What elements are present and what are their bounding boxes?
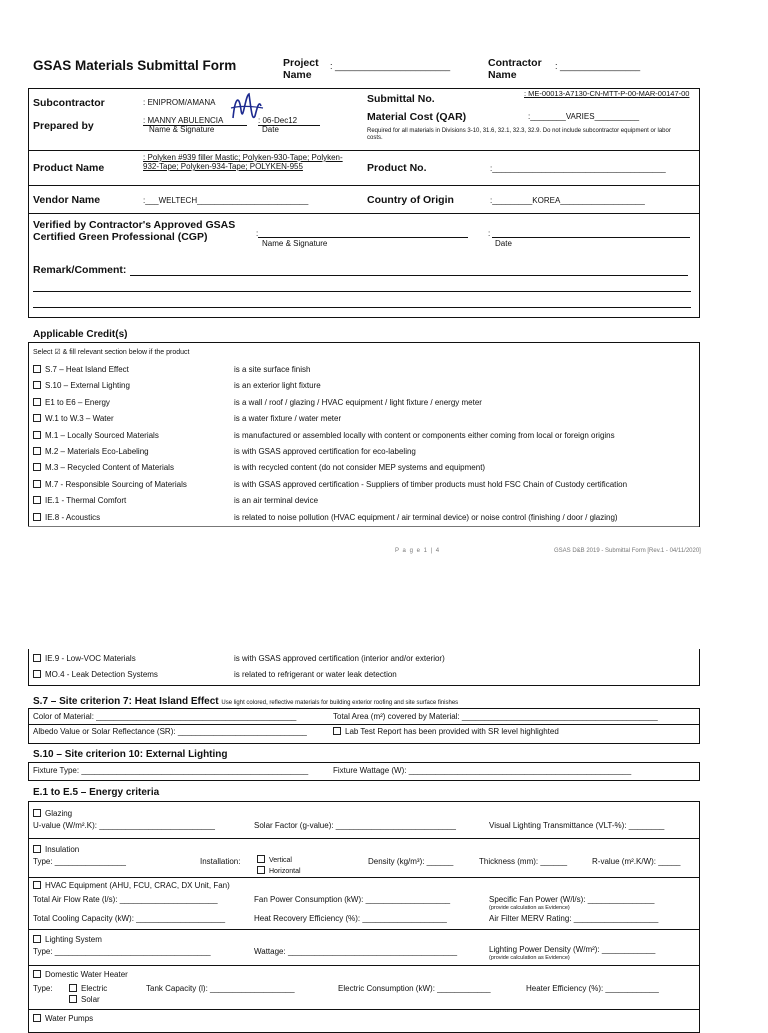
lighting-option[interactable] <box>33 935 102 944</box>
divider <box>28 877 699 878</box>
merv-field[interactable]: Air Filter MERV Rating: ___________________ <box>489 914 659 923</box>
checkbox-icon[interactable] <box>257 855 265 863</box>
solar-factor-field[interactable]: Solar Factor (g-value): ___________________________ <box>254 821 456 830</box>
subcontractor-label: Subcontractor <box>33 97 105 109</box>
checkbox-icon[interactable] <box>33 1014 41 1022</box>
product-name-field[interactable]: : Polyken #939 filler Mastic; Polyken-930-Tape; Polyken-932-Tape; Polyken-934-Tape; POLYKEN-955 <box>143 153 343 171</box>
credit-option[interactable] <box>33 431 159 440</box>
colon: : <box>256 229 259 238</box>
s7-title <box>33 696 458 707</box>
checkbox-icon[interactable] <box>33 414 41 422</box>
electric-label: Electric <box>81 984 108 993</box>
contractor-label-line1: Contractor <box>488 57 542 69</box>
solar-option[interactable] <box>69 995 100 1004</box>
horizontal-option[interactable] <box>257 866 301 875</box>
credit-code: M.1 – Locally Sourced Materials <box>45 430 159 440</box>
credit-description: is with GSAS approved certification - Suppliers of timber products must hold FSC Chain of Custody certification <box>234 479 628 489</box>
s7-title-text: S.7 – Site criterion 7: Heat Island Effect <box>33 696 219 707</box>
vertical-option[interactable] <box>257 855 292 864</box>
product-no-label: Product No. <box>367 162 427 174</box>
page-number: P a g e 1 | 4 <box>395 548 441 554</box>
credit-code: S.10 – External Lighting <box>45 381 130 391</box>
checkbox-icon[interactable] <box>33 398 41 406</box>
checkbox-icon[interactable] <box>33 970 41 978</box>
material-cost-field[interactable]: :________VARIES__________ <box>528 112 640 121</box>
divider <box>28 526 699 527</box>
submittal-no-label: Submittal No. <box>367 93 435 105</box>
credit-code: W.1 to W.3 – Water <box>45 414 114 424</box>
remark-line[interactable] <box>130 275 688 276</box>
remark-line[interactable] <box>33 307 691 308</box>
checkbox-icon[interactable] <box>33 513 41 521</box>
project-name-field[interactable]: : _______________________ <box>330 61 451 71</box>
credit-description: is a water fixture / water meter <box>234 414 342 424</box>
credit-option[interactable] <box>33 496 126 505</box>
s7-area-field[interactable]: Total Area (m²) covered by Material: ____________________________________________ <box>333 712 658 721</box>
checkbox-icon[interactable] <box>33 365 41 373</box>
divider <box>28 838 699 839</box>
hvac-option[interactable] <box>33 881 230 890</box>
checkbox-icon[interactable] <box>33 496 41 504</box>
u-value-field[interactable]: U-value (W/m².K): __________________________ <box>33 821 215 830</box>
checkbox-icon[interactable] <box>33 431 41 439</box>
cgp-signature-caption: Name & Signature <box>262 239 328 248</box>
credit-description: is related to refrigerant or water leak detection <box>234 670 397 679</box>
checkbox-icon[interactable] <box>33 670 41 678</box>
lighting-type-field[interactable]: Type: ___________________________________ <box>33 947 211 956</box>
cgp-date-caption: Date <box>495 239 512 248</box>
credit-option[interactable] <box>33 513 100 522</box>
water-pumps-option[interactable] <box>33 1014 93 1023</box>
checkbox-icon[interactable] <box>333 727 341 735</box>
checkbox-icon[interactable] <box>33 381 41 389</box>
checkbox-icon[interactable] <box>33 881 41 889</box>
credit-option[interactable] <box>33 365 129 374</box>
divider <box>28 150 699 151</box>
signature-mark <box>225 88 267 130</box>
s10-title: S.10 – Site criterion 10: External Lighting <box>33 749 228 760</box>
credit-option[interactable] <box>33 670 158 679</box>
vertical-label: Vertical <box>269 857 292 864</box>
divider <box>28 1009 699 1010</box>
cgp-date-line[interactable] <box>492 237 690 238</box>
dwh-label: Domestic Water Heater <box>45 970 128 979</box>
glazing-option[interactable] <box>33 809 72 818</box>
footer-doc-ref: GSAS D&B 2019 - Submittal Form [Rev.1 - 04/11/2020] <box>554 548 701 554</box>
credit-description: is a wall / roof / glazing / HVAC equipment / light fixture / energy meter <box>234 397 482 407</box>
lighting-label: Lighting System <box>45 935 102 944</box>
thickness-field[interactable]: Thickness (mm): ______ <box>479 857 568 866</box>
checkbox-icon[interactable] <box>33 480 41 488</box>
divider <box>28 185 699 186</box>
submittal-no-field[interactable]: : ME-00013-A7130-CN-MTT-P-00-MAR-00147-00 <box>524 89 690 98</box>
remark-line[interactable] <box>33 291 691 292</box>
electric-option[interactable] <box>69 984 107 993</box>
water-pumps-label: Water Pumps <box>45 1014 94 1023</box>
air-flow-field[interactable]: Total Air Flow Rate (l/s): ______________________ <box>33 895 218 904</box>
divider <box>28 965 699 966</box>
s7-lab-report[interactable] <box>333 727 559 736</box>
credit-option[interactable] <box>33 414 114 423</box>
checkbox-icon[interactable] <box>33 935 41 943</box>
installation-label: Installation: <box>200 857 241 866</box>
prepared-by-label: Prepared by <box>33 120 94 132</box>
applicable-credits-title: Applicable Credit(s) <box>33 329 128 340</box>
tank-capacity-field[interactable]: Tank Capacity (l): ___________________ <box>146 984 295 993</box>
energy-title: E.1 to E.5 – Energy criteria <box>33 787 160 798</box>
credit-code: IE.1 - Thermal Comfort <box>45 496 127 506</box>
credit-code: M.3 – Recycled Content of Materials <box>45 463 174 473</box>
checkbox-icon[interactable] <box>33 447 41 455</box>
material-cost-note: Required for all materials in Divisions 3-10, 31.6, 32.1, 32.3, 32.9. Do not include subcontractor equipment or labor costs. <box>367 128 671 141</box>
divider <box>28 213 699 214</box>
s7-albedo-field[interactable]: Albedo Value or Solar Reflectance (SR): _____________________________ <box>33 727 307 736</box>
credit-description: is a site surface finish <box>234 365 311 374</box>
checkbox-icon[interactable] <box>33 463 41 471</box>
s7-color-field[interactable]: Color of Material: _____________________________________________ <box>33 712 297 721</box>
material-cost-label: Material Cost (QAR) <box>367 111 467 123</box>
credit-option[interactable] <box>33 654 136 663</box>
project-label <box>283 57 319 81</box>
product-name-label: Product Name <box>33 162 105 174</box>
checkbox-icon[interactable] <box>33 809 41 817</box>
verified-line-2: Certified Green Professional (CGP) <box>33 231 208 243</box>
checkbox-icon[interactable] <box>33 654 41 662</box>
credit-description: is with GSAS approved certification (interior and/or exterior) <box>234 654 445 663</box>
credit-option[interactable] <box>33 463 174 472</box>
vlt-field[interactable]: Visual Lighting Transmittance (VLT-%): ________ <box>489 821 665 830</box>
cooling-capacity-field[interactable]: Total Cooling Capacity (kW): ____________________ <box>33 914 226 923</box>
credit-option[interactable] <box>33 398 110 407</box>
s7-note: Use light colored, reflective materials for building exterior roofing and site surface finishes <box>221 700 459 706</box>
vendor-name-label: Vendor Name <box>33 194 101 206</box>
vendor-name-field[interactable]: :___WELTECH_________________________ <box>143 196 309 205</box>
density-field[interactable]: Density (kg/m³): ______ <box>368 857 454 866</box>
glazing-label: Glazing <box>45 809 73 818</box>
prepared-date-field[interactable]: : 06-Dec12 <box>258 116 320 126</box>
verified-line-1: Verified by Contractor's Approved GSAS <box>33 219 236 231</box>
r-value-field[interactable]: R-value (m².K/W): _____ <box>592 857 681 866</box>
checkbox-icon[interactable] <box>69 995 77 1003</box>
country-of-origin-field[interactable]: :_________KOREA___________________ <box>490 196 645 205</box>
fan-power-field[interactable]: Fan Power Consumption (kW): ___________________ <box>254 895 451 904</box>
product-no-field[interactable]: :_______________________________________ <box>490 164 666 173</box>
credit-description: is related to noise pollution (HVAC equipment / air terminal device) or noise control (finishing / door / glazing) <box>234 512 618 522</box>
insulation-option[interactable] <box>33 845 79 854</box>
credit-code: IE.8 - Acoustics <box>45 512 101 522</box>
credit-option[interactable] <box>33 447 149 456</box>
credit-description: is with recycled content (do not consider MEP systems and equipment) <box>234 463 486 473</box>
lpd-note: (provide calculation as Evidence) <box>489 955 570 961</box>
credit-option[interactable] <box>33 480 187 489</box>
insulation-type-field[interactable]: Type: ________________ <box>33 857 126 866</box>
divider <box>28 929 699 930</box>
insulation-label: Insulation <box>45 845 80 854</box>
prepared-by-caption: Name & Signature <box>149 125 215 134</box>
credit-code: S.7 – Heat Island Effect <box>45 365 129 374</box>
credit-code: M.2 – Materials Eco-Labeling <box>45 447 149 456</box>
dwh-option[interactable] <box>33 970 128 979</box>
lpd-field[interactable]: Lighting Power Density (W/m²): ____________ <box>489 945 656 954</box>
country-of-origin-label: Country of Origin <box>367 194 454 206</box>
form-title: GSAS Materials Submittal Form <box>33 58 237 73</box>
sfp-note: (provide calculation as Evidence) <box>489 905 570 911</box>
credit-option[interactable] <box>33 381 130 390</box>
date-caption: Date <box>262 125 279 134</box>
credit-description: is manufactured or assembled locally with content or components either coming from local or foreign origins <box>234 430 615 440</box>
wattage-field[interactable]: Wattage: ______________________________________ <box>254 947 458 956</box>
checkbox-icon[interactable] <box>33 845 41 853</box>
electric-consumption-field[interactable]: Electric Consumption (kW): ____________ <box>338 984 491 993</box>
verified-by-label <box>33 219 235 243</box>
heat-recovery-field[interactable]: Heat Recovery Efficiency (%): ___________________ <box>254 914 447 923</box>
prepared-by-field[interactable]: : MANNY ABULENCIA <box>143 116 247 126</box>
credit-code: MO.4 - Leak Detection Systems <box>45 670 158 679</box>
credit-description: is an exterior light fixture <box>234 381 321 391</box>
credit-description: is with GSAS approved certification for eco-labeling <box>234 447 416 456</box>
s7-lab-text: Lab Test Report has been provided with SR level highlighted <box>345 727 559 736</box>
checkbox-icon[interactable] <box>69 984 77 992</box>
s10-fixture-wattage[interactable]: Fixture Wattage (W): __________________________________________________ <box>333 766 632 775</box>
solar-label: Solar <box>81 995 100 1004</box>
heater-efficiency-field[interactable]: Heater Efficiency (%): ____________ <box>526 984 659 993</box>
contractor-name-field[interactable]: : ________________ <box>555 61 641 71</box>
remark-label: Remark/Comment: <box>33 264 127 276</box>
subcontractor-field[interactable]: : ENIPROM/AMANA <box>143 98 216 107</box>
contractor-label-line2: Name <box>488 69 517 81</box>
cgp-signature-line[interactable] <box>258 237 468 238</box>
s10-fixture-type[interactable]: Fixture Type: ___________________________________________________ <box>33 766 309 775</box>
sfp-field[interactable]: Specific Fan Power (W/l/s): _______________ <box>489 895 655 904</box>
divider <box>28 724 699 725</box>
contractor-label <box>488 57 542 81</box>
hvac-label: HVAC Equipment (AHU, FCU, CRAC, DX Unit, Fan) <box>45 881 230 890</box>
credit-code: M.7 - Responsible Sourcing of Materials <box>45 479 187 489</box>
credit-code: E1 to E6 – Energy <box>45 397 110 407</box>
credit-code: IE.9 - Low-VOC Materials <box>45 654 136 663</box>
dwh-type-label: Type: <box>33 984 53 993</box>
project-label-line2: Name <box>283 69 312 81</box>
credit-description: is an air terminal device <box>234 496 319 506</box>
project-label-line1: Project <box>283 57 319 69</box>
checkbox-icon[interactable] <box>257 866 265 874</box>
colon: : <box>488 229 491 238</box>
credits-instruction: Select ☑ & fill relevant section below if the product <box>33 349 190 356</box>
horizontal-label: Horizontal <box>269 868 301 875</box>
